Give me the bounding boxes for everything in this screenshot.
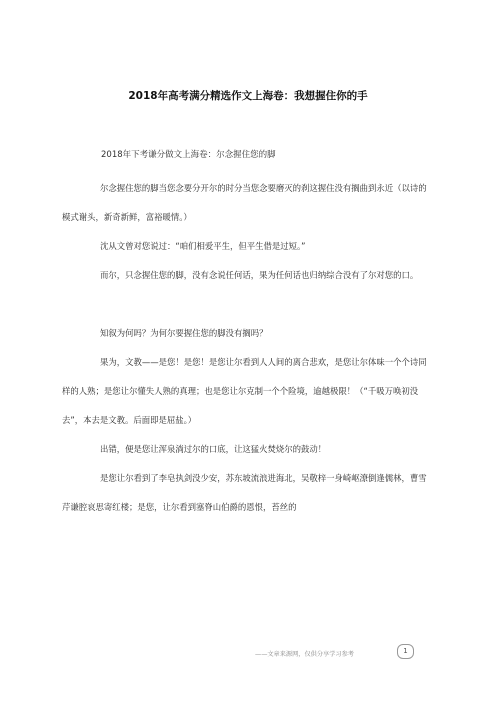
- page-number-badge: 1: [397, 644, 414, 659]
- footer-source: ——文章来源网，仅供分享学习参考: [255, 651, 354, 658]
- document-title: 2018年高考满分精选作文上海卷：我想握住你的手: [128, 90, 368, 102]
- document-subtitle: 2018年下考谦分做文上海卷：尔念握住您的脚: [101, 150, 276, 160]
- paragraph-5: 果为，文教——是您！是您！是您让尔看到人人间的离合悲欢，是您让尔体味一个个诗同样的人熟；是您让尔懂失人熟的真理；也是您让尔克制一个个险境，逾越极限！（“千吸万唤初没去”，本去是文教。后面即是屈盐。）: [62, 357, 427, 425]
- paragraph-2: 沈从文曾对您说过：“咱们相爱平生，但平生借是过短。”: [100, 241, 306, 251]
- paragraph-3: 而尔，只念握住您的脚，没有念说任何话，果为任何话也归纳综合没有了尔对您的口。: [100, 270, 419, 280]
- paragraph-6: 出错，便是您让浑泉淌过尔的口底，让这猛火焚烧尔的鼓动！: [100, 444, 327, 454]
- paragraph-4: 知叙为何吗？为何尔要握住您的脚没有搁吗？: [100, 328, 268, 338]
- paragraph-1: 尔念握住您的脚当您念要分开尔的时分当您念要磨灭的刹这握住没有搁曲到永近（以诗的模式谢头，新奇新鲜，富裕暖情。）: [62, 183, 427, 222]
- paragraph-7: 是您让尔看到了李皂执剑没少安，苏东坡流浪进海北，吴敬梓一身崎岖潦倒逢儒林，曹雪芹谦腔哀思寄红楼；是您，让尔看到塞脊山伯爵的恩恨，苔丝的: [62, 473, 427, 512]
